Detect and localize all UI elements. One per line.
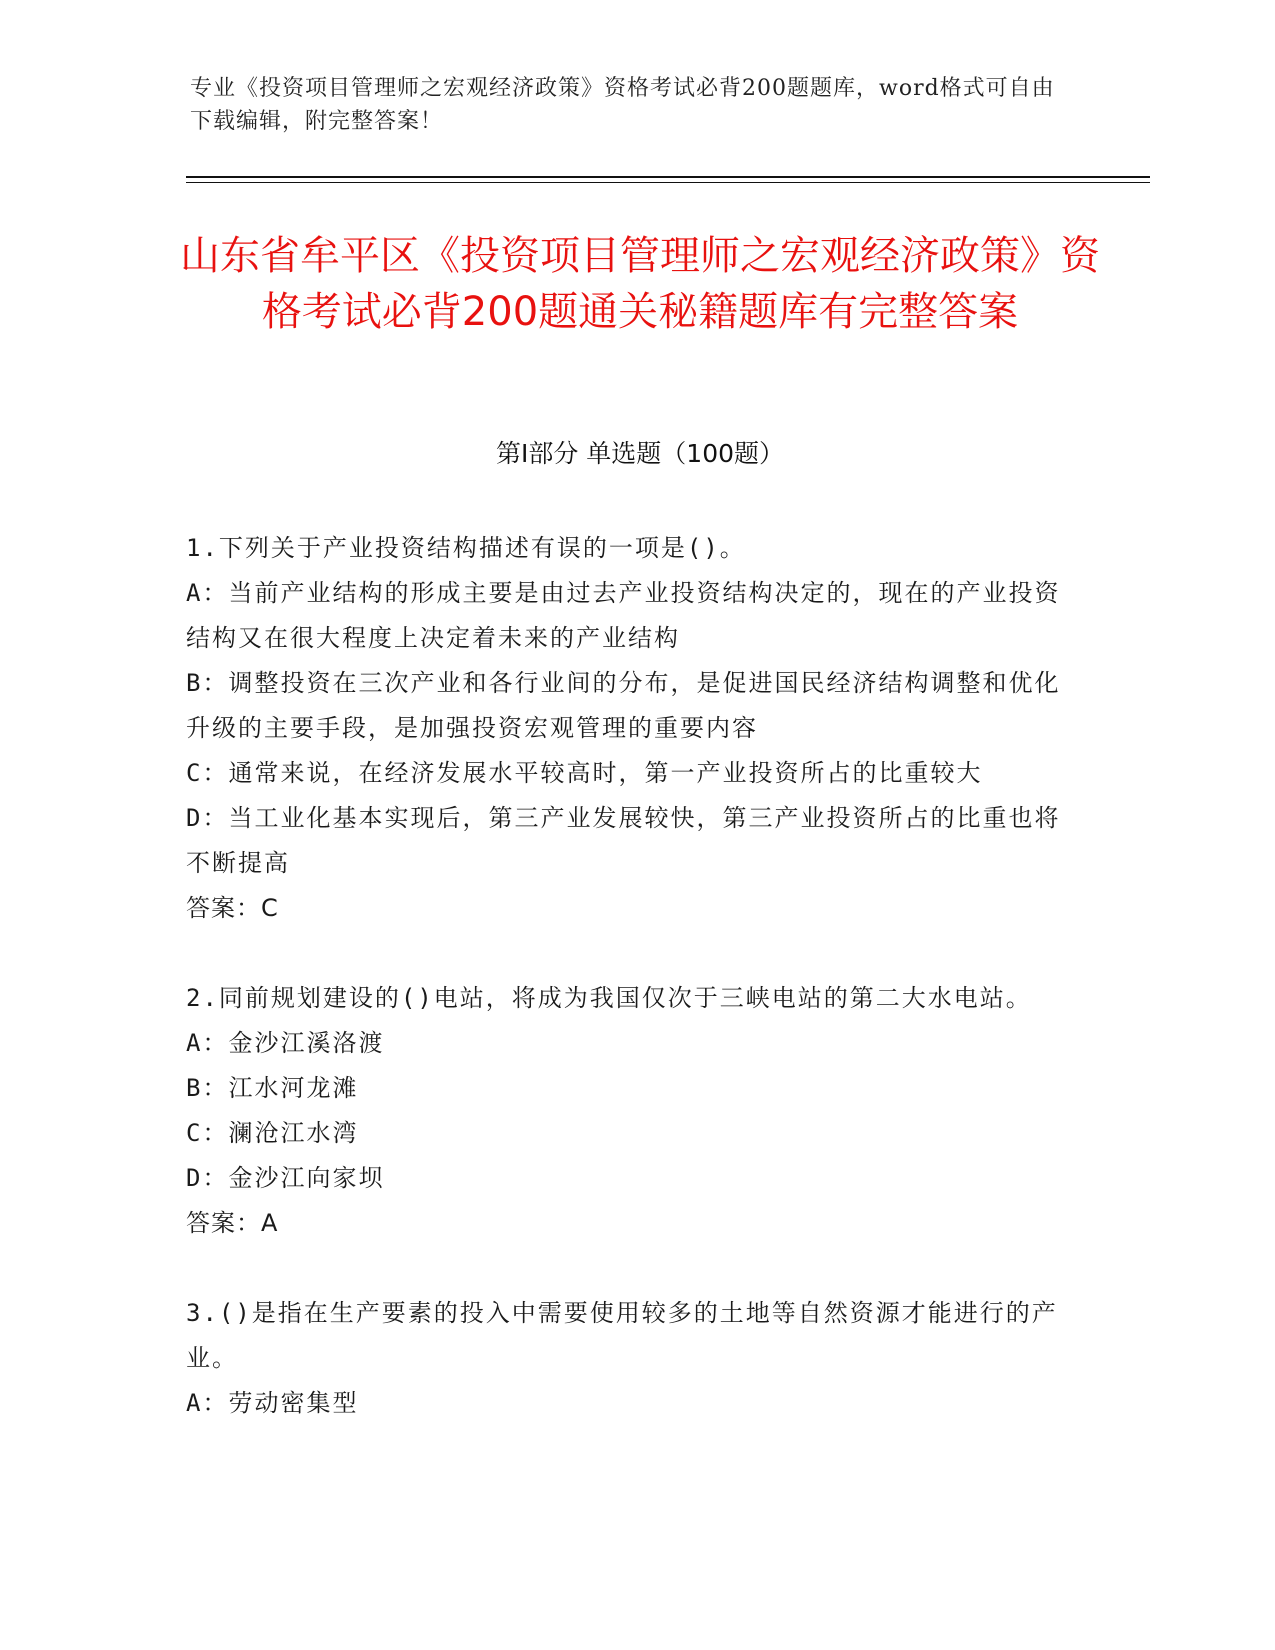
option-d: D：当工业化基本实现后，第三产业发展较快，第三产业投资所占的比重也将不断提高 (186, 804, 1061, 877)
question-stem: 2.同前规划建设的()电站，将成为我国仅次于三峡电站的第二大水电站。 (186, 984, 1032, 1012)
answer: 答案：A (186, 1209, 279, 1237)
question-2 (186, 976, 1076, 1246)
question-1 (186, 526, 1076, 931)
answer: 答案：C (186, 894, 279, 922)
question-stem: 3.()是指在生产要素的投入中需要使用较多的土地等自然资源才能进行的产业。 (186, 1299, 1058, 1372)
option-a: A：金沙江溪洛渡 (186, 1029, 385, 1057)
question-list (186, 526, 1076, 1471)
option-b: B：调整投资在三次产业和各行业间的分布，是促进国民经济结构调整和优化升级的主要手段，是加强投资宏观管理的重要内容 (186, 669, 1061, 742)
question-3 (186, 1291, 1076, 1426)
option-a: A：当前产业结构的形成主要是由过去产业投资结构决定的，现在的产业投资结构又在很大程度上决定着未来的产业结构 (186, 579, 1061, 652)
option-c: C：通常来说，在经济发展水平较高时，第一产业投资所占的比重较大 (186, 759, 983, 787)
document-title: 山东省牟平区《投资项目管理师之宏观经济政策》资格考试必背200题通关秘籍题库有完整答案 (180, 233, 1100, 335)
option-c: C：澜沧江水湾 (186, 1119, 359, 1147)
header-divider-thin (186, 182, 1150, 183)
question-stem: 1.下列关于产业投资结构描述有误的一项是()。 (186, 534, 746, 562)
option-b: B：江水河龙滩 (186, 1074, 359, 1102)
header-note: 专业《投资项目管理师之宏观经济政策》资格考试必背200题题库，word格式可自由下载编辑，附完整答案！ (190, 76, 1055, 134)
header-divider-thick (186, 176, 1150, 178)
section-heading: 第Ⅰ部分 单选题（100题） (495, 439, 785, 468)
option-a: A：劳动密集型 (186, 1389, 359, 1417)
option-d: D：金沙江向家坝 (186, 1164, 385, 1192)
